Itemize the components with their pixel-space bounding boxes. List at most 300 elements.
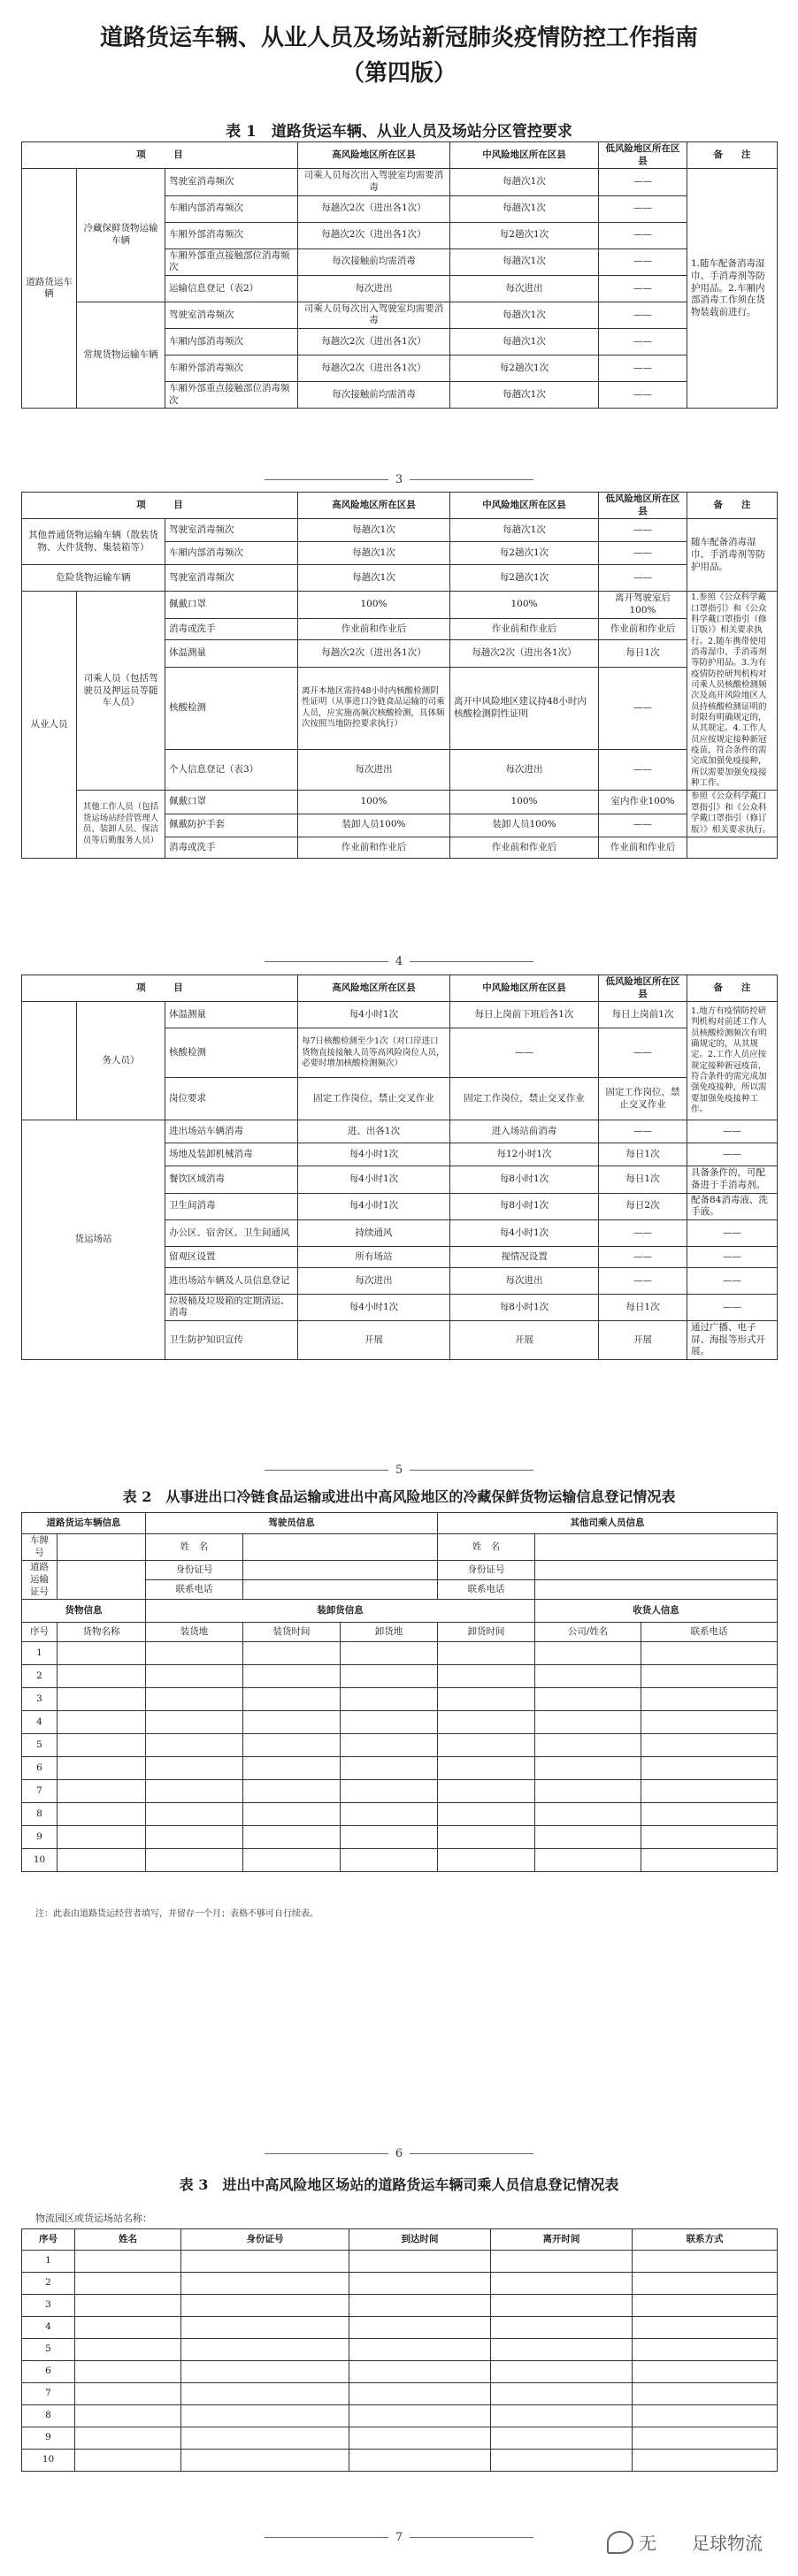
cell: 通过广播、电子屏、海报等形式开展。 [687,1321,778,1360]
table-row: 7 [22,2383,75,2405]
cell[interactable] [641,1780,778,1803]
cell: 每趟次2次（进出各1次） [450,640,599,667]
cell[interactable] [243,1665,341,1688]
cell: 车厢外部重点接触部位消毒频次 [165,248,298,275]
cell[interactable] [438,1665,535,1688]
cell[interactable] [146,1711,243,1734]
cell: 离开驾驶室后100% [599,592,687,619]
cell: 持续通风 [298,1219,450,1246]
cell[interactable] [58,1665,146,1688]
cell[interactable] [438,1780,535,1803]
t2-permit-value[interactable] [58,1561,146,1600]
table-row: 8 [22,1803,58,1826]
cell[interactable] [243,1826,341,1849]
cell: 每日1次 [599,640,687,667]
cell[interactable] [243,1780,341,1803]
table-row: 2 [22,1665,58,1688]
hdr-high: 高风险地区所在区县 [298,142,450,169]
cell: 每日1次 [599,1143,687,1166]
cell[interactable] [535,1849,641,1872]
t2-load: 装卸货信息 [146,1600,535,1623]
cell[interactable] [146,1734,243,1757]
cell[interactable] [641,1734,778,1757]
cell: —— [599,667,687,749]
cell: —— [599,814,687,837]
cell: 驾驶室消毒频次 [165,519,298,542]
cell[interactable] [341,1688,438,1711]
cell: 作业前和作业后 [298,618,450,639]
watermark [607,2529,763,2555]
cell: —— [599,1267,687,1294]
cell: 每12小时1次 [450,1143,599,1166]
cell[interactable] [58,1711,146,1734]
cell[interactable] [535,1711,641,1734]
cell: 每趟次1次 [298,542,450,565]
cell[interactable] [349,2295,491,2317]
t2-drv-phone-label: 联系电话 [146,1580,243,1600]
table-row: 1 [22,2251,75,2273]
cell[interactable] [438,1849,535,1872]
cell: 装卸人员100% [298,814,450,837]
cell: 每次进出 [450,749,599,791]
cell[interactable] [349,2427,491,2450]
cell: —— [599,275,687,302]
t2-drv-id-label: 身份证号 [146,1561,243,1580]
note-cell: 1.随车配备消毒湿巾、手消毒剂等防护用品。2.车厢内部消毒工作须在货物装载前进行。 [687,169,778,409]
t2-permit-label: 道路运输证号 [22,1561,58,1600]
cell: 每趟次2次（进出各1次） [298,195,450,222]
cell: —— [599,542,687,565]
t3-col: 到达时间 [349,2229,491,2251]
cell[interactable] [341,1780,438,1803]
cell: 每趟次2次（进出各1次） [298,329,450,355]
cell: —— [599,222,687,248]
cell: 所有场站 [298,1246,450,1267]
cell[interactable] [349,2383,491,2405]
table2-footnote: 注：此表由道路货运经营者填写，并留存一个月；表格不够可自行续表。 [35,1909,318,1919]
t2-col: 装货时间 [243,1623,341,1642]
page-number-5: 5 [0,1464,798,1477]
cell[interactable] [75,2317,181,2339]
t2-col: 卸货时间 [438,1623,535,1642]
cell: 每趟次1次 [450,248,599,275]
table-row: 4 [22,2317,75,2339]
cell: —— [599,355,687,382]
cell[interactable] [58,1803,146,1826]
cell[interactable] [535,1665,641,1688]
t2-crew-name-value[interactable] [535,1534,778,1561]
cell[interactable] [633,2339,778,2361]
cell: —— [687,1246,778,1267]
cell: 每4小时1次 [298,1002,450,1028]
cell[interactable] [535,1826,641,1849]
cell: 体温测量 [165,1002,298,1028]
cell: 进、出各1次 [298,1120,450,1143]
cell: 消毒或洗手 [165,618,298,639]
t2-col: 卸货地 [341,1623,438,1642]
cell: —— [599,1219,687,1246]
cell: 每趟次1次 [450,169,599,195]
cell[interactable] [341,1826,438,1849]
cell: 离开本地区需持48小时内核酸检测阴性证明（从事进口冷链食品运输的司乘人员，应实施高频次核酸检测，具体频次按照当地防控要求执行） [298,667,450,749]
cell[interactable] [491,2251,633,2273]
cell[interactable] [491,2383,633,2405]
cell: 每次进出 [450,1267,599,1294]
cell[interactable] [438,1642,535,1665]
cell[interactable] [349,2405,491,2427]
cell[interactable] [243,1757,341,1780]
cell: —— [599,248,687,275]
page-number-3: 3 [0,473,798,486]
cell: 视情况设置 [450,1246,599,1267]
cell[interactable] [535,1688,641,1711]
cell: 驾驶室消毒频次 [165,169,298,195]
cell[interactable] [438,1803,535,1826]
cell[interactable] [633,2317,778,2339]
cell: 核酸检测 [165,667,298,749]
cell[interactable] [535,1803,641,1826]
hdr-low: 低风险地区所在区县 [599,142,687,169]
hdr-note: 备 注 [687,493,778,519]
cell[interactable] [633,2251,778,2273]
cell: 100% [450,592,599,619]
cell[interactable] [75,2251,181,2273]
cell[interactable] [181,2273,349,2295]
cell: 开展 [298,1321,450,1360]
cell[interactable] [438,1734,535,1757]
cell: 装卸人员100% [450,814,599,837]
cell[interactable] [181,2427,349,2450]
cell: 佩戴口罩 [165,791,298,814]
cell[interactable] [181,2295,349,2317]
cell: 作业前和作业后 [450,837,599,858]
cell[interactable] [491,2317,633,2339]
cell[interactable] [146,1849,243,1872]
cell: 作业前和作业后 [599,837,687,858]
t2-drv-phone-value[interactable] [243,1580,438,1600]
t2-crew-id-label: 身份证号 [438,1561,535,1580]
cell[interactable] [633,2273,778,2295]
cell: 佩戴口罩 [165,592,298,619]
cell[interactable] [349,2361,491,2383]
cell: —— [599,1246,687,1267]
cell: —— [450,1028,599,1078]
cell[interactable] [75,2273,181,2295]
cell[interactable] [535,1642,641,1665]
cell: 卫生间消毒 [165,1193,298,1219]
cell: 室内作业100% [599,791,687,814]
note-cell: 1.参照《公众科学戴口罩指引》和《公众科学戴口罩指引（修订版）》相关要求执行。2.随车携带使用消毒湿巾、手消毒剂等防护用品。3.为有疫情防控研判机构对司乘人员核酸检测频次及高开风险地区人员持核酸检测证明的时限有明确规定的，从其规定。4.工作人员应按规定接种新冠疫苗，符合条件的需完成加强免疫接种，所以需要加强免疫接种工作。 [687,592,778,791]
table3 [21,2228,778,2472]
hdr-low: 低风险地区所在区县 [599,975,687,1002]
cell[interactable] [58,1734,146,1757]
cell: 每4小时1次 [298,1166,450,1193]
cell: 每趟次1次 [450,382,599,409]
t2-plate-value[interactable] [58,1534,146,1561]
cell[interactable] [181,2405,349,2427]
t2-veh-info: 道路货运车辆信息 [22,1513,146,1534]
cell: —— [687,1143,778,1166]
cell[interactable] [181,2317,349,2339]
t2-crew-name-label: 姓 名 [438,1534,535,1561]
cell: 100% [298,791,450,814]
hazmat-vehicles: 危险货物运输车辆 [22,565,165,592]
cell: 体温测量 [165,640,298,667]
hdr-high: 高风险地区所在区县 [298,975,450,1002]
page-subtitle: （第四版） [341,60,457,87]
cell: 岗位要求 [165,1078,298,1120]
cell[interactable] [491,2361,633,2383]
table1-part3 [21,975,778,1360]
cell[interactable] [491,2339,633,2361]
cell: 车厢内部消毒频次 [165,542,298,565]
cell[interactable] [181,2383,349,2405]
cell: 车厢外部重点接触部位消毒频次 [165,382,298,409]
normal-vehicles: 常规货物运输车辆 [77,302,165,409]
cell[interactable] [341,1803,438,1826]
cell: 运输信息登记（表2） [165,275,298,302]
t2-recv: 收货人信息 [535,1600,778,1623]
cell[interactable] [243,1734,341,1757]
cell[interactable] [633,2405,778,2427]
cell[interactable] [641,1826,778,1849]
cell: 每趟次1次 [450,195,599,222]
cell[interactable] [641,1642,778,1665]
cell: 每日上岗前1次 [599,1002,687,1028]
cell: 进出场站车辆消毒 [165,1120,298,1143]
table-row: 6 [22,1757,58,1780]
cell: —— [687,1120,778,1143]
cell: 车厢外部消毒频次 [165,222,298,248]
cell[interactable] [491,2405,633,2427]
group-vehicles: 道路货运车辆 [22,169,77,409]
page-title: 道路货运车辆、从业人员及场站新冠肺炎疫情防控工作指南 [99,25,698,51]
cell[interactable] [146,1803,243,1826]
t3-col: 姓名 [75,2229,181,2251]
cell: 每次接触前均需消毒 [298,382,450,409]
t2-drv-id-value[interactable] [243,1561,438,1580]
cell[interactable] [146,1642,243,1665]
other-staff-continued: 务人员） [77,1002,165,1120]
cell[interactable] [243,1849,341,1872]
cell: 进出场站车辆及人员信息登记 [165,1267,298,1294]
cell: 每2趟次1次 [450,222,599,248]
cell: —— [687,1294,778,1320]
table-row: 7 [22,1780,58,1803]
cell: 每日2次 [599,1193,687,1219]
cell: 车厢内部消毒频次 [165,329,298,355]
cell[interactable] [243,1688,341,1711]
cell[interactable] [75,2361,181,2383]
cold-vehicles: 冷藏保鲜货物运输车辆 [77,169,165,302]
cell: 每趟次1次 [298,519,450,542]
cell[interactable] [349,2339,491,2361]
cell[interactable] [535,1780,641,1803]
cell: 每次进出 [298,749,450,791]
cell[interactable] [341,1711,438,1734]
cell[interactable] [633,2361,778,2383]
table2-caption: 表 2 从事进出口冷链食品运输或进出中高风险地区的冷藏保鲜货物运输信息登记情况表 [122,1488,676,1505]
cell[interactable] [243,1711,341,1734]
cell: 每4小时1次 [298,1193,450,1219]
cell[interactable] [438,1711,535,1734]
cell[interactable] [146,1826,243,1849]
cell: 固定工作岗位，禁止交叉作业 [450,1078,599,1120]
cell[interactable] [641,1849,778,1872]
cell: 消毒或洗手 [165,837,298,858]
cell[interactable] [438,1688,535,1711]
t2-col: 装货地 [146,1623,243,1642]
cell[interactable] [341,1665,438,1688]
t2-crew-id-value[interactable] [535,1561,778,1580]
cell: 每次接触前均需消毒 [298,248,450,275]
cell: 驾驶室消毒频次 [165,565,298,592]
hdr-mid: 中风险地区所在区县 [450,493,599,519]
cell[interactable] [75,2383,181,2405]
cell: —— [599,1028,687,1078]
cell[interactable] [75,2295,181,2317]
t2-drv-info: 驾驶员信息 [146,1513,438,1534]
cell[interactable] [181,2450,349,2472]
cell: 每2趟次1次 [450,565,599,592]
cell: —— [599,1120,687,1143]
cell[interactable] [438,1757,535,1780]
table-row: 10 [22,1849,58,1872]
cell[interactable] [58,1849,146,1872]
cell[interactable] [491,2450,633,2472]
cell[interactable] [58,1780,146,1803]
cell[interactable] [438,1826,535,1849]
cell: 每日上岗前下班后各1次 [450,1002,599,1028]
t2-col: 货物名称 [58,1623,146,1642]
cell[interactable] [491,2273,633,2295]
cell[interactable] [535,1734,641,1757]
table-row: 10 [22,2450,75,2472]
note-cell: 参照《公众科学戴口罩指引》和《公众科学戴口罩指引（修订版）》相关要求执行。 [687,791,778,837]
table-row: 3 [22,2295,75,2317]
cell: —— [599,302,687,328]
cell: 每次进出 [298,1267,450,1294]
hdr-low: 低风险地区所在区县 [599,493,687,519]
cell[interactable] [349,2317,491,2339]
cell[interactable] [181,2339,349,2361]
cell: —— [599,169,687,195]
cell[interactable] [341,1642,438,1665]
cell[interactable] [58,1826,146,1849]
cell[interactable] [181,2361,349,2383]
cell: 每趟次1次 [450,302,599,328]
cell: —— [599,565,687,592]
cell: 每趟次2次（进出各1次） [298,355,450,382]
table-row: 3 [22,1688,58,1711]
cell: 100% [298,592,450,619]
table-row: 6 [22,2361,75,2383]
other-staff-group: 其他工作人员（包括货运场站经营管理人员、装卸人员、保洁员等后勤服务人员） [77,791,165,858]
cell[interactable] [633,2383,778,2405]
cell: 餐饮区域消毒 [165,1166,298,1193]
table1-part1 [21,141,778,409]
cell[interactable] [349,2450,491,2472]
t2-cargo: 货物信息 [22,1600,146,1623]
cell: 开展 [599,1321,687,1360]
cell[interactable] [146,1688,243,1711]
cell[interactable] [341,1734,438,1757]
table2 [21,1512,778,1872]
cell[interactable] [243,1642,341,1665]
page-number-7: 7 [0,2531,798,2544]
t2-plate-label: 车牌号 [22,1534,58,1561]
cell[interactable] [146,1665,243,1688]
cell[interactable] [341,1849,438,1872]
t3-col: 联系方式 [633,2229,778,2251]
cell[interactable] [341,1757,438,1780]
cell: 每2趟次1次 [450,355,599,382]
table3-subtitle: 物流园区或货运场站名称： [35,2213,152,2224]
cell[interactable] [75,2450,181,2472]
cell: —— [687,1267,778,1294]
cell[interactable] [75,2427,181,2450]
cell[interactable] [349,2273,491,2295]
cell[interactable] [641,1803,778,1826]
t2-col: 公司/姓名 [535,1623,641,1642]
cell[interactable] [58,1688,146,1711]
cell[interactable] [75,2339,181,2361]
cell: 每8小时1次 [450,1193,599,1219]
cell[interactable] [75,2405,181,2427]
cell: 配备84消毒液、洗手液。 [687,1193,778,1219]
t2-drv-name-value[interactable] [243,1534,438,1561]
cell: 场地及装卸机械消毒 [165,1143,298,1166]
t3-col: 身份证号 [181,2229,349,2251]
hdr-project: 项 目 [22,142,298,169]
cell[interactable] [491,2427,633,2450]
page-number-4: 4 [0,955,798,968]
cell[interactable] [633,2450,778,2472]
page-number-6: 6 [0,2147,798,2160]
cell[interactable] [349,2251,491,2273]
cell[interactable] [641,1757,778,1780]
cell: 作业前和作业后 [298,837,450,858]
cell: 每趟次1次 [450,329,599,355]
staff-continued [22,1002,77,1120]
cell: 每趟次2次（进出各1次） [298,640,450,667]
cell[interactable] [633,2295,778,2317]
cell: 每次进出 [450,275,599,302]
cell[interactable] [641,1665,778,1688]
cell[interactable] [641,1688,778,1711]
cell[interactable] [146,1757,243,1780]
cell: 每日1次 [599,1166,687,1193]
cell[interactable] [243,1803,341,1826]
cell: 司乘人员每次出入驾驶室均需要消毒 [298,302,450,328]
t2-crew-phone-value[interactable] [535,1580,778,1600]
cell[interactable] [58,1642,146,1665]
cell[interactable] [491,2295,633,2317]
cell[interactable] [181,2251,349,2273]
t3-col: 序号 [22,2229,75,2251]
cell[interactable] [633,2427,778,2450]
cell: 卫生防护知识宣传 [165,1321,298,1360]
cell[interactable] [535,1757,641,1780]
cell: 每趟次1次 [298,565,450,592]
cell[interactable] [641,1711,778,1734]
cell: 驾驶室消毒频次 [165,302,298,328]
cell[interactable] [146,1780,243,1803]
cell: 每趟次2次（进出各1次） [298,222,450,248]
cell: 个人信息登记（表3） [165,749,298,791]
cell: 固定工作岗位，禁止交叉作业 [298,1078,450,1120]
cell[interactable] [58,1757,146,1780]
